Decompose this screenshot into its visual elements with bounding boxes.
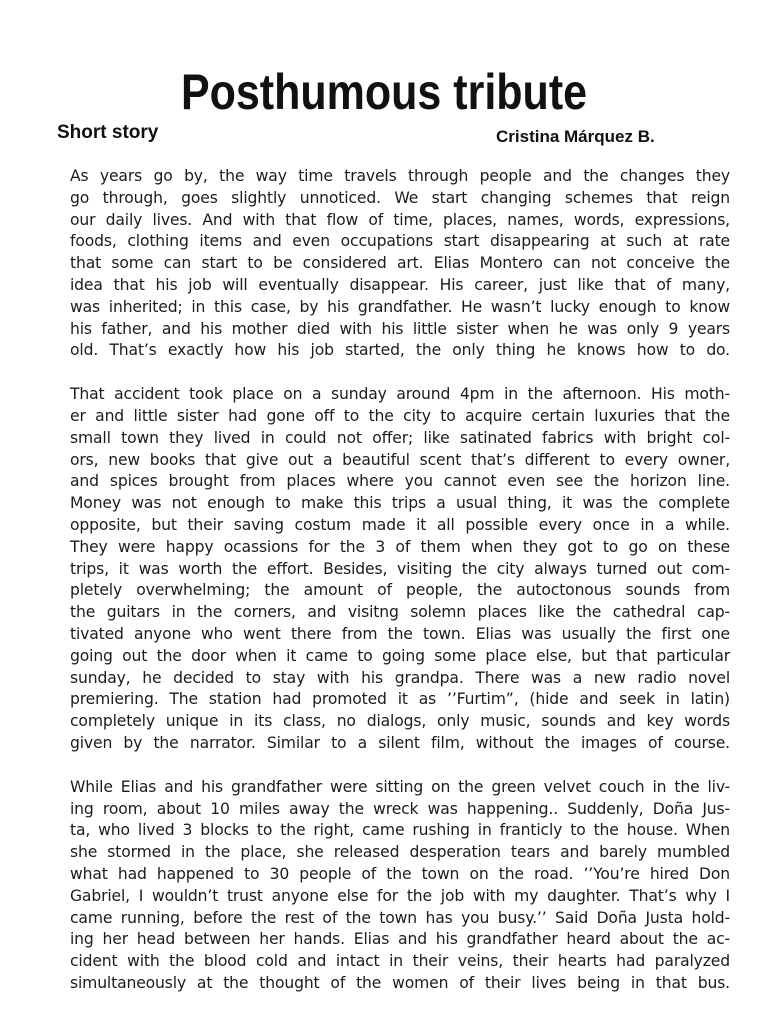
text-line: small town they lived in could not offer; like satinated fabrics with bright col-: [70, 428, 730, 447]
text-line: came running, before the rest of the town has you busy.’’ Said Doña Justa hold-: [70, 908, 730, 927]
text-line: While Elias and his grandfather were sitting on the green velvet couch in the liv-: [70, 777, 730, 796]
text-line: opposite, but their saving costum made it all possible every once in a while.: [70, 515, 730, 534]
author-name: Cristina Márquez B.: [496, 127, 655, 146]
paragraph: [70, 166, 730, 362]
text-line: his father, and his mother died with his little sister when he was only 9 years: [70, 319, 730, 338]
text-line: idea that his job will eventually disappear. His career, just like that of many,: [70, 275, 730, 294]
text-line: pletely overwhelming; the amount of people, the autoctonous sounds from: [70, 581, 730, 600]
text-line: Gabriel, I wouldn’t trust anyone else for the job with my daughter. That’s why I: [70, 886, 730, 905]
text-line: ing her head between her hands. Elias and his grandfather heard about the ac-: [70, 930, 730, 949]
text-line: was inherited; in this case, by his grandfather. He wasn’t lucky enough to know: [70, 297, 730, 316]
text-line: ors, new books that give out a beautiful scent that’s different to every owner,: [70, 450, 730, 469]
text-line: completely unique in its class, no dialogs, only music, sounds and key words: [70, 712, 730, 731]
text-line: That accident took place on a sunday around 4pm in the afternoon. His moth-: [70, 385, 730, 404]
text-line: ta, who lived 3 blocks to the right, came rushing in franticly to the house. When: [70, 821, 730, 840]
paragraph: [70, 777, 730, 995]
text-line: what had happened to 30 people of the town on the road. ’’You’re hired Don: [70, 864, 730, 883]
page-title: Posthumous tribute: [180, 64, 588, 120]
text-line: she stormed in the place, she released desperation tears and barely mumbled: [70, 843, 730, 862]
text-line: Money was not enough to make this trips a usual thing, it was the complete: [70, 494, 730, 513]
text-line: premiering. The station had promoted it as ’’Furtim”, (hide and seek in latin): [70, 690, 730, 709]
text-line: the guitars in the corners, and visitng solemn places like the cathedral cap-: [70, 603, 730, 622]
text-line: As years go by, the way time travels through people and the changes they: [70, 167, 730, 185]
text-line: ing room, about 10 miles away the wreck was happening.. Suddenly, Doña Jus-: [70, 799, 730, 818]
text-line: cident with the blood cold and intact in their veins, their hearts had paralyzed: [70, 952, 730, 971]
text-line: that some can start to be considered art. Elias Montero can not conceive the: [70, 254, 730, 273]
text-line: old. That’s exactly how his job started, the only thing he knows how to do.: [70, 341, 730, 360]
text-line: going out the door when it came to going some place else, but that particular: [70, 646, 730, 665]
story-body: [70, 166, 730, 1017]
text-line: our daily lives. And with that flow of time, places, names, words, expressions,: [70, 210, 730, 229]
text-line: tivated anyone who went there from the town. Elias was usually the first one: [70, 624, 730, 643]
text-line: go through, goes slightly unnoticed. We start changing schemes that reign: [70, 188, 730, 207]
text-line: and spices brought from places where you cannot even see the horizon line.: [70, 472, 730, 491]
text-line: sunday, he decided to stay with his grandpa. There was a new radio novel: [70, 668, 730, 687]
text-line: er and little sister had gone off to the city to acquire certain luxuries that the: [70, 406, 730, 425]
text-line: foods, clothing items and even occupations start disappearing at such at rate: [70, 232, 730, 251]
text-line: They were happy ocassions for the 3 of them when they got to go on these: [70, 537, 730, 556]
text-line: trips, it was worth the effort. Besides, visiting the city always turned out com-: [70, 559, 730, 578]
paragraph: [70, 384, 730, 755]
text-line: simultaneously at the thought of the women of their lives being in that bus.: [70, 973, 730, 992]
text-line: given by the narrator. Similar to a silent film, without the images of course.: [70, 733, 730, 752]
story-type-label: Short story: [57, 122, 159, 143]
